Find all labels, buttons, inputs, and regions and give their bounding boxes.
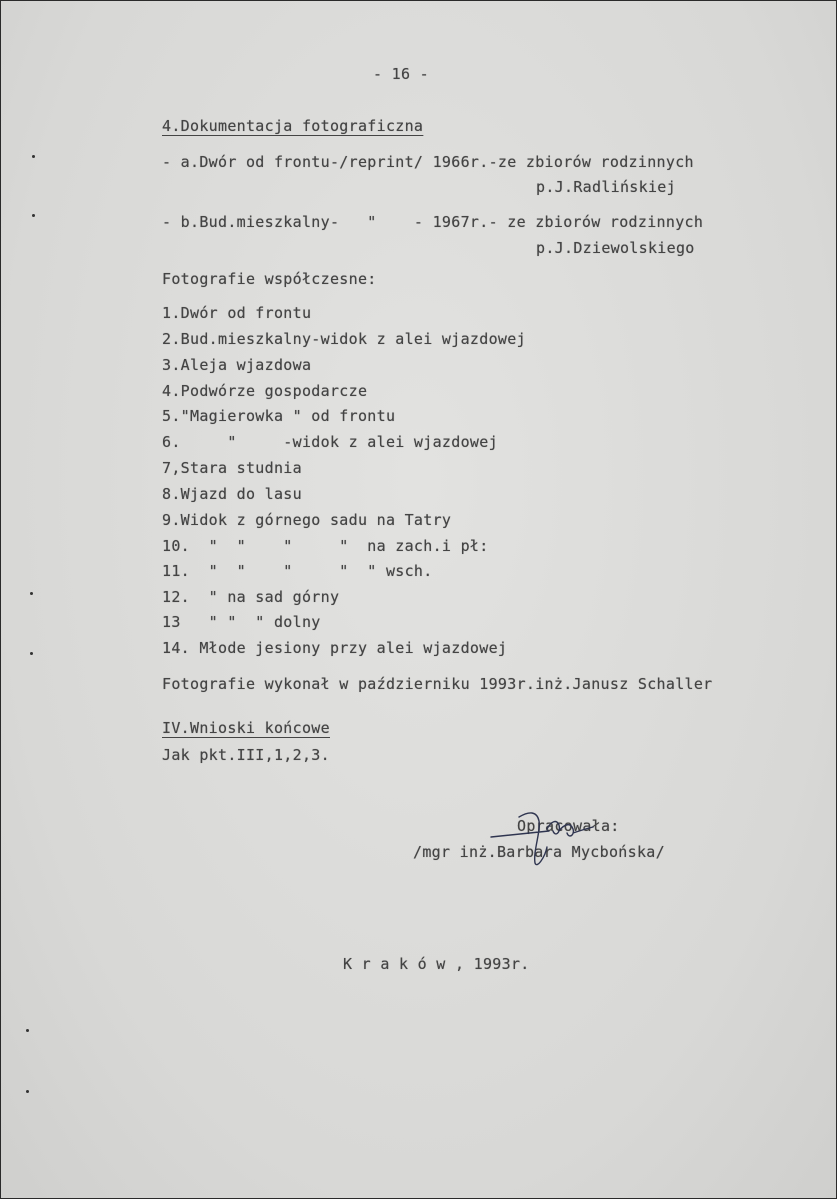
list-item: 2.Bud.mieszkalny-widok z alei wjazdowej [162,330,526,348]
contemporary-photos-heading: Fotografie współczesne: [162,270,377,288]
section-iv-heading: IV.Wnioski końcowe [162,719,330,737]
list-item: 12. " na sad górny [162,588,340,606]
scan-dot [26,1029,29,1032]
scan-dot [30,592,33,595]
list-item: 5."Magierowka " od frontu [162,407,396,425]
entry-a-line-2: p.J.Radlińskiej [536,178,676,196]
footer-place-date: K r a k ó w , 1993r. [343,955,530,973]
list-item: 6. " -widok z alei wjazdowej [162,433,498,451]
list-item: 4.Podwórze gospodarcze [162,382,368,400]
entry-a-line-1: - a.Dwór od frontu-/reprint/ 1966r.-ze zbiorów rodzinnych [162,153,694,171]
list-item: 8.Wjazd do lasu [162,485,302,503]
scan-dot [32,214,35,217]
entry-b-line-2: p.J.Dziewolskiego [536,239,695,257]
list-item: 13 " " " dolny [162,613,321,631]
list-item: 7,Stara studnia [162,459,302,477]
author-name: /mgr inż.Barbara Mycbońska/ [413,843,665,861]
prepared-by-label: Opracowała: [517,817,620,835]
handwritten-signature [489,807,599,871]
section-iv-body: Jak pkt.III,1,2,3. [162,746,330,764]
list-item: 1.Dwór od frontu [162,304,312,322]
list-item: 3.Aleja wjazdowa [162,356,312,374]
page-number: - 16 - [373,65,429,83]
entry-b-line-1: - b.Bud.mieszkalny- " - 1967r.- ze zbiorów rodzinnych [162,213,704,231]
scan-dot [32,155,35,158]
list-item: 9.Widok z górnego sadu na Tatry [162,511,452,529]
photographer-note: Fotografie wykonał w październiku 1993r.inż.Janusz Schaller [162,675,713,693]
list-item: 14. Młode jesiony przy alei wjazdowej [162,639,508,657]
list-item: 11. " " " " " wsch. [162,562,433,580]
scan-dot [30,652,33,655]
scan-dot [26,1090,29,1093]
list-item: 10. " " " " na zach.i pł: [162,537,489,555]
section-4-heading: 4.Dokumentacja fotograficzna [162,117,424,135]
